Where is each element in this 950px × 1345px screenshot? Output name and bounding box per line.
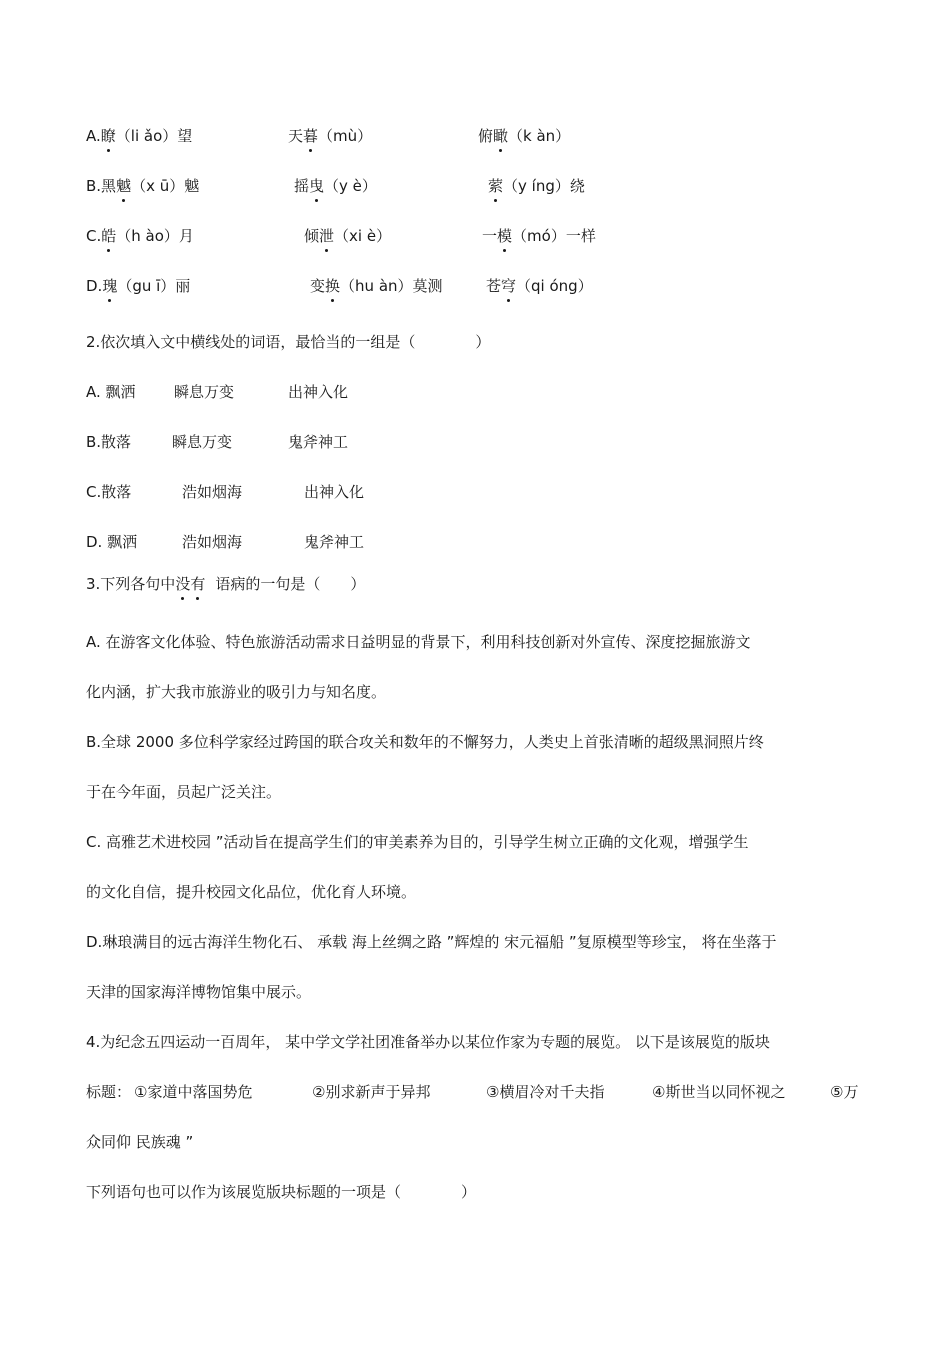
- text: C.: [86, 227, 102, 245]
- text: 苍: [486, 277, 502, 295]
- pinyin: （qi óng）: [516, 277, 593, 295]
- q3-stem-start: 3.下列各句中: [86, 575, 176, 593]
- q2-c-word2: 浩如烟海: [182, 483, 243, 501]
- q1-d-item2: [310, 276, 443, 296]
- emphasis-char: 瑰: [102, 277, 118, 295]
- pinyin: （x ū）魆: [131, 177, 200, 195]
- q3-line-b1: B.全球 2000 多位科学家经过跨国的联合攻关和数年的不懈努力，人类史上首张清晰的超级黑洞照片终: [86, 733, 764, 751]
- emphasis-char: 暮: [303, 127, 319, 145]
- q1-b-item2: [294, 176, 377, 196]
- q2-d-word3: 鬼斧神工: [304, 533, 365, 551]
- q4-topic-3: ③横眉冷对千夫指: [486, 1083, 605, 1101]
- q1-a-item2: [288, 126, 372, 146]
- q1-a-item3: [478, 126, 570, 146]
- pinyin: （k àn）: [508, 127, 571, 145]
- pinyin: （li ǎo）望: [115, 127, 193, 145]
- q3-line-c1: C. 高雅艺术进校园 ”活动旨在提高学生们的审美素养为目的，引导学生树立正确的文化观，增强学生: [86, 833, 749, 851]
- text: 摇: [294, 177, 310, 195]
- pinyin: （y íng）绕: [503, 177, 585, 195]
- q2-a-word1: A. 飘洒: [86, 383, 136, 401]
- emphasis-char: 没: [175, 575, 191, 593]
- q2-b-word2: 瞬息万变: [172, 433, 233, 451]
- emphasis-char: 换: [325, 277, 341, 295]
- q3-line-c2: 的文化自信，提升校园文化品位，优化育人环境。: [86, 883, 417, 901]
- q2-c-word3: 出神入化: [304, 483, 365, 501]
- pinyin: （hu àn）莫测: [340, 277, 443, 295]
- q1-d-item3: [486, 276, 593, 296]
- q4-stem-line1: 4.为纪念五四运动一百周年， 某中学文学社团准备举办以某位作家为专题的展览。 以下是该展览的版块: [86, 1033, 770, 1051]
- emphasis-char: 瞭: [100, 127, 116, 145]
- q2-d-word2: 浩如烟海: [182, 533, 243, 551]
- text: 俯: [478, 127, 494, 145]
- text: 天: [288, 127, 304, 145]
- q1-b-item1: [86, 176, 199, 196]
- q4-topic-5: ⑤万: [830, 1083, 859, 1101]
- q4-question: 下列语句也可以作为该展览版块标题的一项是（ ）: [86, 1183, 477, 1201]
- q4-topics-label: 标题：: [86, 1083, 132, 1101]
- text: A.: [86, 127, 101, 145]
- q3-line-b2: 于在今年面，员起广泛关注。: [86, 783, 282, 801]
- q2-a-word2: 瞬息万变: [174, 383, 235, 401]
- q4-topic-1: ①家道中落国势危: [134, 1083, 253, 1101]
- emphasis-char: 皓: [101, 227, 117, 245]
- q1-c-item3: [482, 226, 596, 246]
- q2-b-word1: B.散落: [86, 433, 132, 451]
- q4-topic-2: ②别求新声于异邦: [312, 1083, 431, 1101]
- q1-d-item1: [86, 276, 190, 296]
- pinyin: （mù）: [318, 127, 373, 145]
- pinyin: （h ào）月: [116, 227, 194, 245]
- q1-b-item3: [488, 176, 585, 196]
- emphasis-char: 魆: [116, 177, 132, 195]
- q2-c-word1: C.散落: [86, 483, 132, 501]
- text: B.黑: [86, 177, 117, 195]
- q3-line-d1: D.琳琅满目的远古海洋生物化石、 承载 海上丝绸之路 ”辉煌的 宋元福船 ”复原模型等珍宝， 将在坐落于: [86, 933, 777, 951]
- pinyin: （y è）: [324, 177, 377, 195]
- q3-line-a1: A. 在游客文化体验、特色旅游活动需求日益明显的背景下，利用科技创新对外宣传、深度挖掘旅游文: [86, 633, 751, 651]
- q1-c-item1: [86, 226, 194, 246]
- q4-topic-4: ④斯世当以同怀视之: [652, 1083, 786, 1101]
- pinyin: （gu ī）丽: [117, 277, 191, 295]
- emphasis-char: 穹: [501, 277, 517, 295]
- q2-a-word3: 出神入化: [288, 383, 349, 401]
- emphasis-char: 曳: [309, 177, 325, 195]
- q2-d-word1: D. 飘洒: [86, 533, 138, 551]
- q3-line-d2: 天津的国家海洋博物馆集中展示。: [86, 983, 312, 1001]
- text: 倾: [304, 227, 320, 245]
- emphasis-char: 泄: [319, 227, 335, 245]
- q3-stem-end: 语病的一句是（ ）: [215, 575, 366, 593]
- text: D.: [86, 277, 103, 295]
- emphasis-char: 萦: [488, 177, 504, 195]
- q2-b-word3: 鬼斧神工: [288, 433, 349, 451]
- text: 变: [310, 277, 326, 295]
- text: 一: [482, 227, 498, 245]
- q1-c-item2: [304, 226, 391, 246]
- pinyin: （mó）一样: [512, 227, 596, 245]
- q2-stem: 2.依次填入文中横线处的词语，最恰当的一组是（ ）: [86, 333, 491, 351]
- q3-stem: [86, 574, 365, 594]
- q3-line-a2: 化内涵，扩大我市旅游业的吸引力与知名度。: [86, 683, 387, 701]
- q1-a-item1: [86, 126, 192, 146]
- emphasis-char: 瞰: [493, 127, 509, 145]
- q4-stem-line3: 众同仰 民族魂 ”: [86, 1133, 194, 1151]
- emphasis-char: 模: [497, 227, 513, 245]
- pinyin: （xi è）: [334, 227, 392, 245]
- emphasis-char: 有: [190, 575, 206, 593]
